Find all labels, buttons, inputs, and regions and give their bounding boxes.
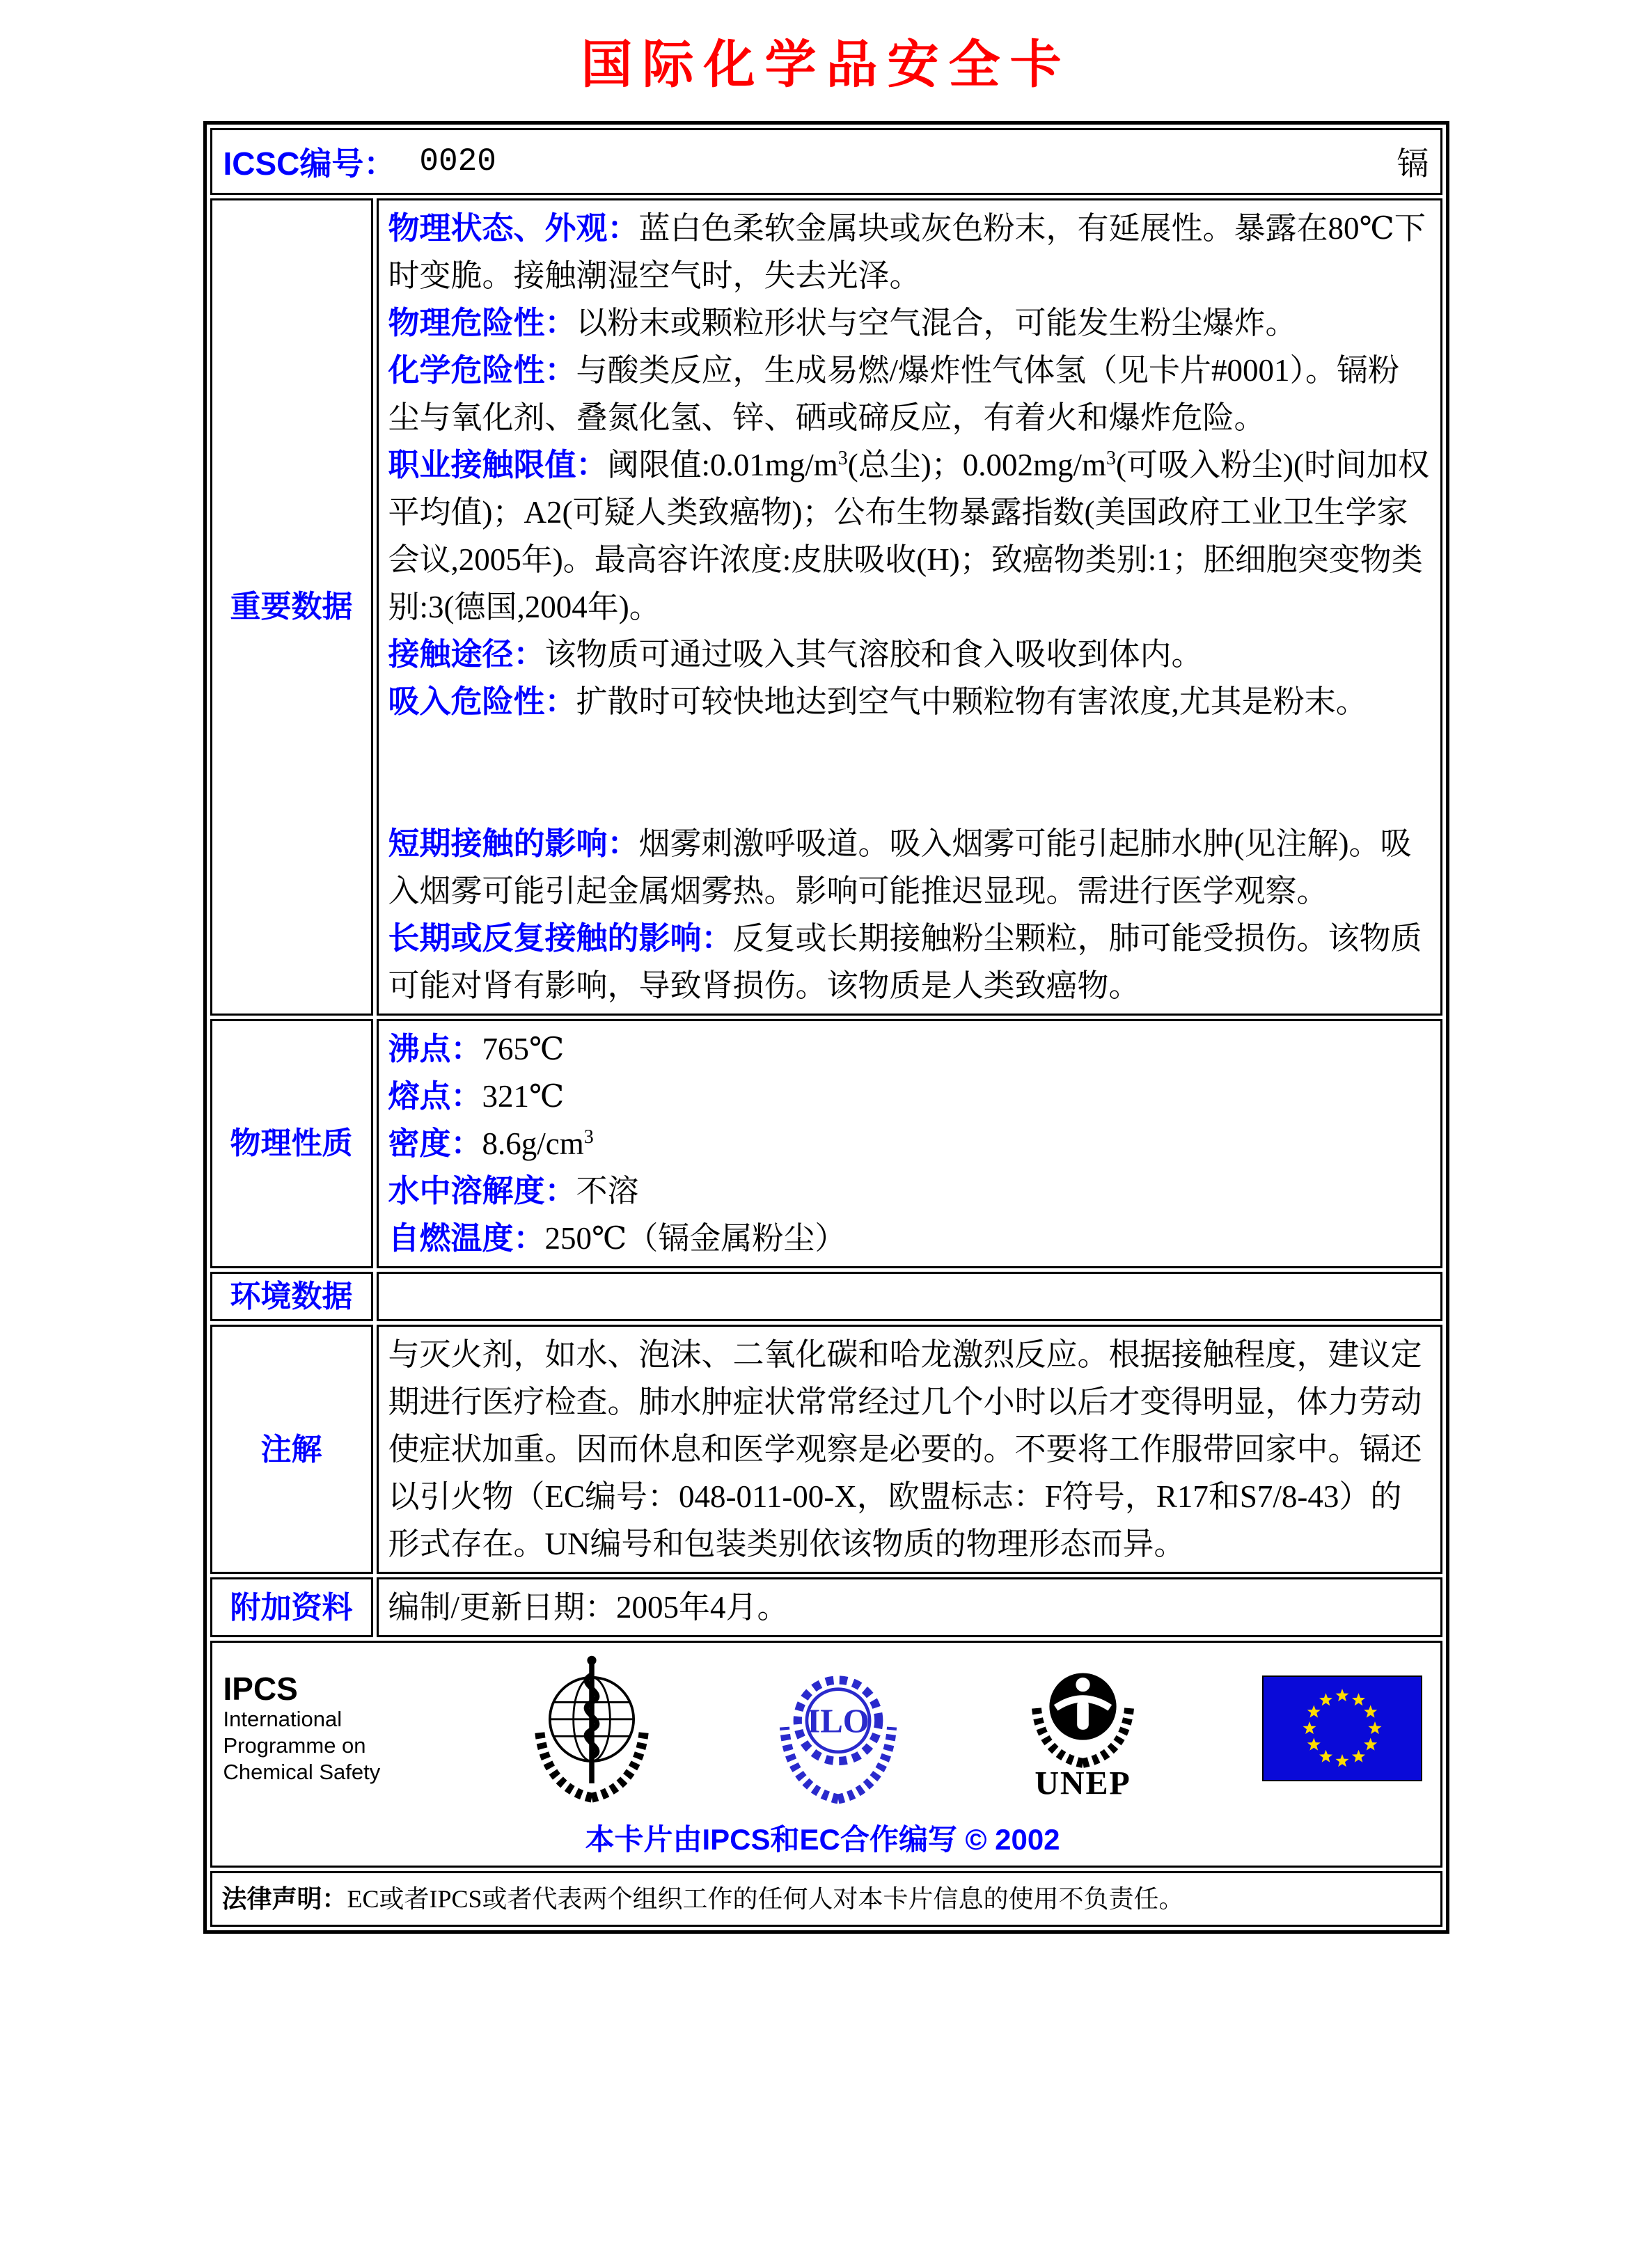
- ipcs-line: Programme on: [223, 1733, 366, 1758]
- section-label-environmental-data: 环境数据: [210, 1272, 373, 1321]
- property-label: 沸点：: [388, 1031, 482, 1066]
- legal-label: 法律声明：: [221, 1884, 347, 1914]
- ipcs-line: International: [223, 1707, 343, 1732]
- page-title: 国际化学品安全卡: [581, 36, 1071, 93]
- item-label: 职业接触限值：: [388, 447, 608, 482]
- item-label: 接触途径：: [388, 636, 545, 672]
- legal-text: EC或者IPCS或者代表两个组织工作的任何人对本卡片信息的使用不负责任。: [347, 1885, 1184, 1914]
- important-data-item-inhalation-risk: [388, 678, 1431, 725]
- important-data-item-physical-danger: [388, 299, 1431, 347]
- property-melting-point: [388, 1073, 1431, 1120]
- important-data-item-long-term-effects: [388, 915, 1431, 1009]
- important-data-row: [210, 198, 1442, 1016]
- item-text: (可吸入粉尘)(时间加权平均值)；A2(可疑人类致癌物)；公布生物暴露指数(美国政府工业卫生学家会议,2005年)。最高容许浓度:皮肤吸收(H)；致癌物类别:1；胚细胞突变物类别:3(德国,2004年)。: [388, 448, 1429, 624]
- important-data-item-physical-state: [388, 205, 1431, 299]
- eu-flag-icon: [1262, 1675, 1422, 1781]
- superscript: 3: [583, 1126, 594, 1148]
- physical-properties-content: [377, 1019, 1442, 1268]
- property-boiling-point: [388, 1025, 1431, 1073]
- icsc-number-value: 0020: [419, 143, 496, 180]
- credit-line: 本卡片由IPCS和EC合作编写 © 2002: [585, 1823, 1060, 1856]
- item-label: 吸入危险性：: [388, 684, 576, 719]
- item-text: 以粉末或颗粒形状与空气混合，可能发生粉尘爆炸。: [576, 306, 1297, 340]
- ipcs-title: IPCS: [223, 1670, 298, 1707]
- update-date-text: 编制/更新日期：2005年4月。: [388, 1590, 789, 1625]
- important-data-item-occupational-limits: [388, 441, 1431, 631]
- property-label: 自燃温度：: [388, 1220, 545, 1256]
- superscript: 3: [837, 448, 848, 469]
- item-text: 蓝白色柔软金属块或灰色粉末，有延展性。暴露在80℃下时变脆。接触潮湿空气时，失去光泽。: [388, 211, 1426, 293]
- item-text: 该物质可通过吸入其气溶胶和食入吸收到体内。: [544, 637, 1203, 672]
- item-label: 物理危险性：: [388, 305, 576, 340]
- property-value: 321℃: [482, 1079, 565, 1114]
- item-label: 短期接触的影响：: [388, 826, 639, 861]
- section-label-physical-properties: 物理性质: [210, 1019, 373, 1268]
- legal-cell: [210, 1871, 1442, 1927]
- item-text: 阈限值:0.01mg/m: [607, 448, 838, 482]
- unep-logo-icon: [1018, 1653, 1147, 1804]
- item-label: 长期或反复接触的影响：: [388, 920, 733, 956]
- notes-content: [377, 1325, 1442, 1574]
- section-label-notes: 注解: [210, 1325, 373, 1574]
- item-label: 化学危险性：: [388, 352, 576, 388]
- ipcs-text-block: [223, 1671, 411, 1786]
- item-text: (总尘)；0.002mg/m: [847, 448, 1107, 482]
- property-label: 密度：: [388, 1126, 482, 1161]
- notes-row: [210, 1325, 1442, 1574]
- unep-logo-text: UNEP: [1035, 1765, 1131, 1802]
- property-label: 熔点：: [388, 1078, 482, 1114]
- item-label: 物理状态、外观：: [388, 210, 639, 246]
- item-text: 反复或长期接触粉尘颗粒，肺可能受损伤。该物质可能对肾有影响，导致肾损伤。该物质是人类致癌物。: [388, 921, 1422, 1003]
- item-text: 烟雾刺激呼吸道。吸入烟雾可能引起肺水肿(见注解)。吸入烟雾可能引起金属烟雾热。影响可能推迟显现。需进行医学观察。: [388, 826, 1412, 908]
- additional-info-content: [377, 1577, 1442, 1637]
- logos-cell: [210, 1641, 1442, 1868]
- who-logo-icon: [526, 1653, 658, 1804]
- notes-paragraph: 与灭火剂，如水、泡沫、二氧化碳和哈龙激烈反应。根据接触程度，建议定期进行医疗检查。肺水肿症状常常经过几个小时以后才变得明显，体力劳动使症状加重。因而休息和医学观察是必要的。不要将工作服带回家中。镉还以引火物（EC编号：048-011-00-X，欧盟标志：F符号，R17和S7/8-43）的形式存在。UN编号和包装类别依该物质的物理形态而异。: [388, 1337, 1422, 1562]
- property-label: 水中溶解度：: [388, 1173, 576, 1208]
- property-density: [388, 1120, 1431, 1167]
- item-text: 与酸类反应，生成易燃/爆炸性气体氢（见卡片#0001）。镉粉尘与氧化剂、叠氮化氢、锌、硒或碲反应，有着火和爆炸危险。: [388, 353, 1400, 435]
- physical-properties-row: [210, 1019, 1442, 1268]
- ipcs-line: Chemical Safety: [223, 1760, 381, 1785]
- property-value: 250℃（镉金属粉尘）: [544, 1221, 847, 1256]
- property-value: 不溶: [576, 1174, 639, 1208]
- superscript: 3: [1106, 448, 1117, 469]
- additional-info-row: [210, 1577, 1442, 1637]
- important-data-content: [377, 198, 1442, 1016]
- property-water-solubility: [388, 1167, 1431, 1215]
- legal-row: [210, 1871, 1442, 1927]
- important-data-item-chemical-danger: [388, 347, 1431, 441]
- safety-card-table: [203, 121, 1449, 1934]
- header-cell: [210, 128, 1442, 195]
- important-data-item-short-term-effects: [388, 820, 1431, 915]
- ilo-logo-icon: [772, 1653, 904, 1804]
- icsc-number-label: ICSC编号：: [223, 145, 396, 182]
- environmental-data-row: [210, 1272, 1442, 1321]
- property-autoignition-temperature: [388, 1215, 1431, 1262]
- header-row: [210, 128, 1442, 195]
- item-text: 扩散时可较快地达到空气中颗粒物有害浓度,尤其是粉末。: [576, 684, 1367, 719]
- section-label-important-data: 重要数据: [210, 198, 373, 1016]
- substance-name: 镉: [1397, 148, 1429, 184]
- logos-row: [210, 1641, 1442, 1868]
- important-data-item-exposure-routes: [388, 631, 1431, 678]
- property-value: 8.6g/cm: [482, 1126, 584, 1161]
- ilo-logo-text: ILO: [807, 1701, 870, 1740]
- property-value: 765℃: [482, 1032, 565, 1066]
- environmental-data-content: [377, 1272, 1442, 1321]
- section-label-additional-info: 附加资料: [210, 1577, 373, 1637]
